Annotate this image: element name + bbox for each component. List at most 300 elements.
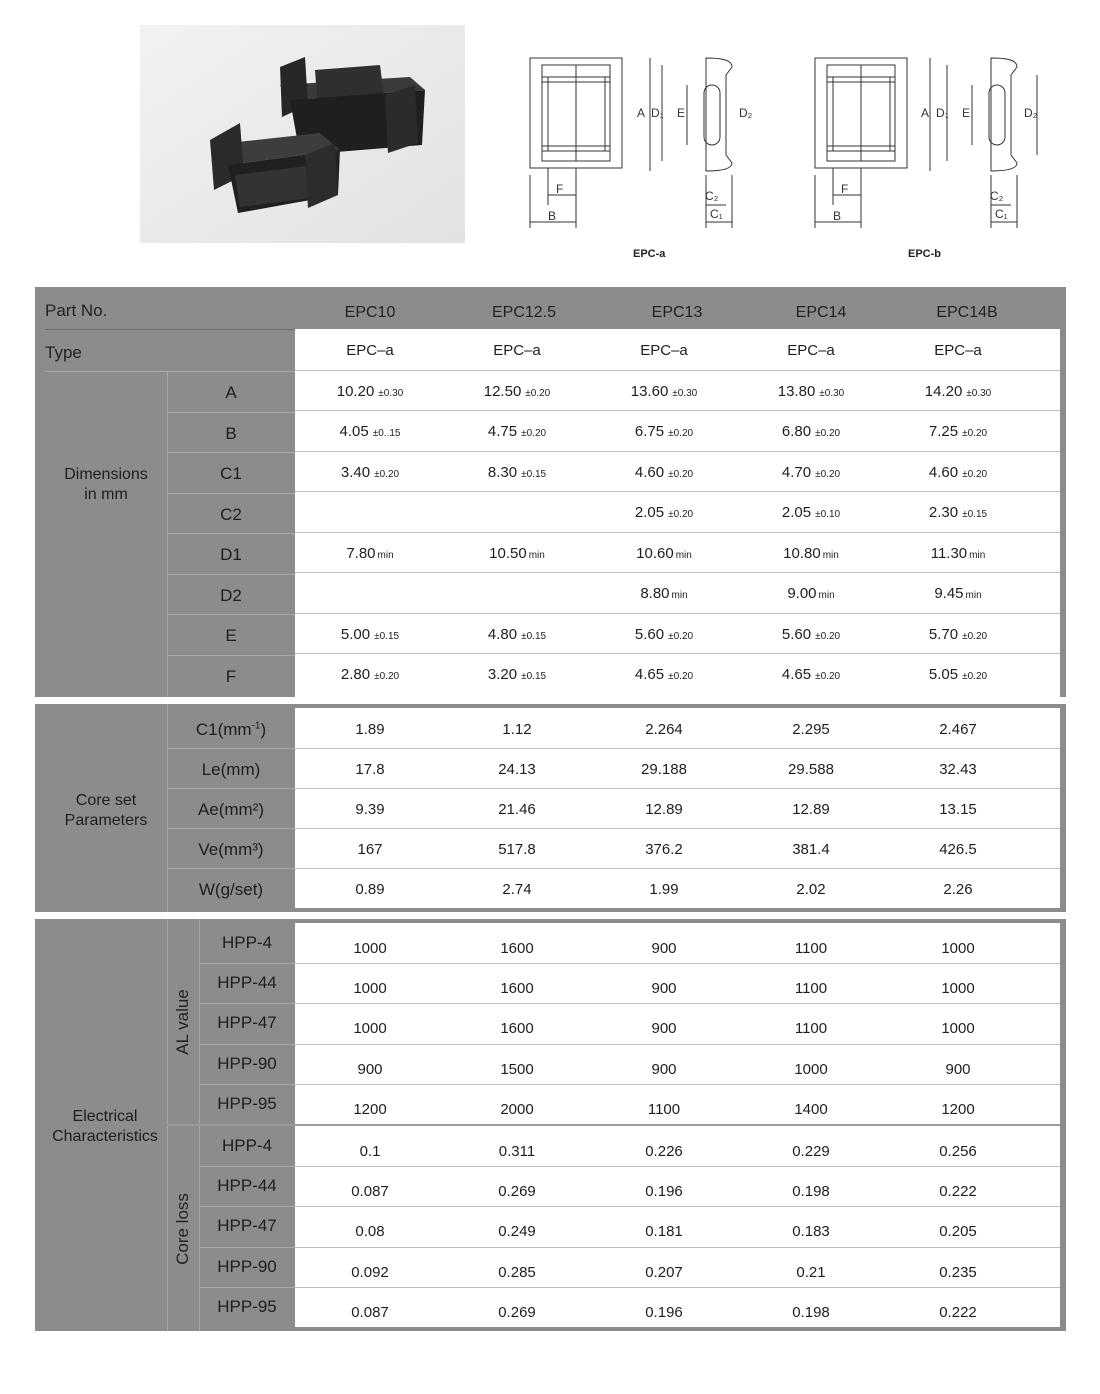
dimension-cell <box>741 666 881 683</box>
core-row <box>295 748 1060 789</box>
dimension-cell <box>741 504 881 521</box>
row-divider <box>167 655 295 656</box>
dimension-value: 10.50 <box>489 544 527 562</box>
dimension-cell <box>741 626 881 643</box>
dimension-value: 4.80 <box>487 625 518 643</box>
dimension-label-c2: C2 <box>220 504 242 524</box>
dimension-label-b: B <box>225 423 237 443</box>
dimension-cell <box>594 585 734 602</box>
dimension-min-note: min <box>969 549 986 561</box>
dimension-value: 4.60 <box>634 463 665 481</box>
core-value: 2.74 <box>502 881 532 898</box>
dimension-value: 10.60 <box>636 544 674 562</box>
dimension-cell <box>447 626 587 643</box>
dimension-cell <box>447 464 587 481</box>
loss-row <box>295 1166 1060 1207</box>
part-number: EPC13 <box>651 304 703 321</box>
core-label-text: Ve(mm³) <box>198 840 264 859</box>
part-number: EPC14B <box>936 304 998 321</box>
al-value: 1000 <box>353 1020 387 1038</box>
al-value: 1100 <box>647 1100 681 1118</box>
dimension-value: 13.60 <box>630 382 669 400</box>
dimension-cell <box>594 504 734 521</box>
al-value: 1600 <box>500 980 534 998</box>
al-row-labels <box>199 923 295 1124</box>
type-value: EPC–a <box>346 342 394 359</box>
dimension-value: 5.70 <box>928 625 959 643</box>
type-row <box>295 329 1060 371</box>
dimension-cell <box>888 545 1028 562</box>
row-divider <box>199 1084 295 1085</box>
dimension-cell <box>594 626 734 643</box>
row-divider <box>167 828 295 829</box>
loss-value: 0.183 <box>792 1223 830 1241</box>
loss-value: 0.205 <box>939 1223 977 1241</box>
dimension-value: 9.00 <box>787 585 817 602</box>
core-value: 381.4 <box>792 841 830 858</box>
dimension-cell <box>300 504 440 521</box>
al-value-label: AL value <box>173 988 192 1055</box>
dimension-cell <box>741 383 881 400</box>
dimension-value: 10.80 <box>783 544 821 562</box>
dimension-label-c1: C1 <box>220 464 242 483</box>
dimension-cell <box>741 423 881 440</box>
dimension-value: 3.40 <box>340 463 371 481</box>
dimension-row-labels <box>167 371 295 691</box>
core-group-label-line1: Core set <box>75 792 137 809</box>
dimension-row <box>295 653 1060 694</box>
dimension-min-note: min <box>528 549 545 561</box>
al-value: 1100 <box>794 1020 828 1038</box>
core-value: 29.188 <box>641 761 687 778</box>
core-value: 376.2 <box>645 841 683 858</box>
dimension-value: 4.75 <box>487 423 518 440</box>
loss-row <box>295 1287 1060 1327</box>
al-material-label: HPP-44 <box>217 973 277 993</box>
al-value: 1000 <box>794 1060 828 1078</box>
dimension-label-d1: D1 <box>220 545 242 564</box>
dimension-tolerance: ±0.20 <box>374 671 400 682</box>
dimension-value: 4.70 <box>781 463 812 481</box>
dimension-cell <box>300 585 440 602</box>
row-divider <box>199 963 295 964</box>
dimension-cell <box>447 504 587 521</box>
dimension-cell <box>741 585 881 602</box>
dimension-tolerance: ±0.20 <box>668 630 694 642</box>
dimension-cell <box>447 666 587 683</box>
product-photo <box>140 25 465 243</box>
dimension-value: 9.45 <box>934 585 964 602</box>
dimension-cell <box>300 545 440 562</box>
dimension-tolerance: ±0.20 <box>962 468 988 480</box>
dimension-label-a: A <box>225 383 237 402</box>
dimension-min-note: min <box>671 590 688 601</box>
dimension-tolerance: ±0.10 <box>815 509 841 520</box>
core-table-body <box>295 708 1060 908</box>
part-number: EPC12.5 <box>491 304 557 321</box>
loss-material-label: HPP-44 <box>217 1176 277 1196</box>
al-value: 900 <box>651 980 677 998</box>
al-value: 2000 <box>500 1100 534 1118</box>
part-number: EPC14 <box>795 304 847 321</box>
dimension-cell <box>888 464 1028 481</box>
loss-value: 0.226 <box>645 1143 683 1160</box>
core-value: 2.26 <box>943 881 973 898</box>
loss-value: 0.207 <box>645 1263 683 1281</box>
loss-material-label: HPP-4 <box>221 1136 273 1155</box>
core-label <box>167 880 295 900</box>
al-row <box>295 1084 1060 1124</box>
diagram-label-a: A <box>921 106 930 120</box>
core-value: 12.89 <box>645 801 683 818</box>
dimension-cell <box>447 423 587 440</box>
dimension-value: 6.80 <box>781 423 812 440</box>
core-value: 29.588 <box>788 761 834 778</box>
loss-value: 0.222 <box>939 1303 977 1321</box>
dimension-cell <box>447 383 587 400</box>
row-divider <box>199 1287 295 1288</box>
al-value: 1000 <box>941 980 975 998</box>
dimension-cell <box>594 464 734 481</box>
core-label-text: C1(mm <box>195 720 252 739</box>
loss-row <box>295 1206 1060 1247</box>
dimension-row <box>295 370 1060 412</box>
dimension-value: 7.25 <box>928 423 959 440</box>
dimension-value: 6.75 <box>634 423 665 440</box>
loss-value: 0.285 <box>498 1263 536 1281</box>
diagram-caption-epc-a: EPC-a <box>633 248 666 260</box>
dimension-tolerance: ±0.20 <box>525 387 551 399</box>
dimension-tolerance: ±0.20 <box>521 428 547 439</box>
dimension-tolerance: ±0.20 <box>668 671 694 682</box>
loss-value: 0.087 <box>351 1183 389 1201</box>
al-value: 1600 <box>500 1020 534 1038</box>
core-value: 12.89 <box>792 801 830 818</box>
dimension-tolerance: ±0.15 <box>962 509 988 520</box>
al-row <box>295 923 1060 964</box>
dimension-value: 2.05 <box>781 504 812 521</box>
al-value: 1000 <box>941 1020 975 1038</box>
dimension-value: 5.60 <box>781 625 812 643</box>
al-material-label: HPP-4 <box>221 933 273 952</box>
dimension-cell <box>300 626 440 643</box>
al-value: 1600 <box>500 940 534 957</box>
diagram-label-f: F <box>841 182 849 196</box>
al-value: 900 <box>945 1060 971 1078</box>
al-value: 1200 <box>941 1100 975 1118</box>
dimension-tolerance: ±0.20 <box>668 509 694 520</box>
al-value: 1000 <box>353 980 387 998</box>
dimension-value: 12.50 <box>483 382 522 400</box>
dimension-cell <box>594 383 734 400</box>
loss-value: 0.087 <box>351 1303 389 1321</box>
al-value: 1000 <box>941 940 975 957</box>
core-value: 17.8 <box>355 761 385 778</box>
row-divider <box>199 1044 295 1045</box>
core-value: 24.13 <box>498 761 536 778</box>
dimension-tolerance: ±0.15 <box>374 630 400 642</box>
electrical-group-label-line2: Characteristics <box>52 1128 158 1145</box>
dimension-cell <box>741 545 881 562</box>
diagram-label-e: E <box>677 106 686 120</box>
dimension-min-note: min <box>822 549 839 561</box>
core-label <box>167 760 295 780</box>
dimension-tolerance: ±0.30 <box>819 387 845 399</box>
row-divider <box>199 1247 295 1248</box>
dimension-value: 5.05 <box>928 666 959 683</box>
al-material-label: HPP-95 <box>217 1093 277 1113</box>
dimensions-group-label <box>45 465 167 505</box>
diagram-label-d1: D₁ <box>936 106 949 120</box>
dimension-row <box>295 572 1060 614</box>
core-label-text: Le(mm) <box>201 760 261 779</box>
core-label <box>167 800 295 820</box>
diagram-epc-b <box>805 45 1040 235</box>
core-value: 21.46 <box>498 801 536 818</box>
core-row <box>295 788 1060 829</box>
diagram-label-b: B <box>833 209 842 223</box>
core-label-sup: -1 <box>251 720 261 732</box>
al-value: 1100 <box>794 980 828 998</box>
al-material-label: HPP-47 <box>217 1013 277 1033</box>
dimension-row <box>295 410 1060 452</box>
loss-value: 0.198 <box>792 1183 830 1201</box>
dimension-tolerance: ±0.30 <box>966 387 992 399</box>
row-divider <box>167 788 295 789</box>
dimension-value: 14.20 <box>924 382 963 400</box>
dimension-cell <box>594 423 734 440</box>
core-value: 32.43 <box>939 761 977 778</box>
diagram-label-b: B <box>548 209 557 223</box>
core-loss-label-cell <box>167 1126 199 1331</box>
dimension-row <box>295 532 1060 574</box>
dimension-cell <box>888 626 1028 643</box>
core-row <box>295 708 1060 749</box>
core-value: 517.8 <box>498 841 536 858</box>
type-value: EPC–a <box>787 342 835 359</box>
dimension-tolerance: ±0.20 <box>815 468 841 480</box>
row-divider <box>167 412 295 413</box>
part-no-label: Part No. <box>45 301 108 320</box>
core-label-text: W(g/set) <box>198 880 264 899</box>
al-value: 900 <box>651 1060 677 1078</box>
dimension-tolerance: ±0.20 <box>374 468 400 480</box>
diagram-label-c1: C₁ <box>710 207 723 221</box>
part-number: EPC10 <box>344 304 396 321</box>
row-divider <box>167 868 295 869</box>
row-divider <box>167 533 295 534</box>
dimension-tolerance: ±0..15 <box>372 428 401 439</box>
loss-value: 0.235 <box>939 1263 977 1281</box>
diagram-label-d2: D₂ <box>1024 106 1038 120</box>
core-value: 1.99 <box>649 881 679 898</box>
loss-material-label: HPP-95 <box>217 1296 277 1316</box>
dimension-tolerance: ±0.20 <box>815 428 841 439</box>
al-value-label-cell <box>167 919 199 1124</box>
dimension-cell <box>594 545 734 562</box>
diagram-label-c2: C₂ <box>705 189 719 203</box>
core-label <box>167 840 295 860</box>
dimensions-table-body <box>295 329 1060 697</box>
row-divider <box>167 452 295 453</box>
dimension-value: 8.80 <box>640 585 670 602</box>
loss-value: 0.1 <box>359 1143 381 1160</box>
electrical-group-label <box>41 1107 169 1147</box>
loss-material-label: HPP-90 <box>217 1256 277 1276</box>
dimension-label-f: F <box>225 666 237 686</box>
diagram-epc-a <box>520 45 755 235</box>
core-value: 167 <box>357 841 383 858</box>
core-row <box>295 868 1060 908</box>
core-value: 1.89 <box>355 721 385 738</box>
loss-value: 0.249 <box>498 1223 536 1241</box>
al-row <box>295 1003 1060 1044</box>
core-value: 2.467 <box>939 721 977 738</box>
diagram-caption-epc-b: EPC-b <box>908 248 941 260</box>
diagram-label-a: A <box>637 106 646 120</box>
part-number-header <box>295 304 1060 326</box>
dimensions-group-label-line2: in mm <box>84 486 128 503</box>
dimension-tolerance: ±0.20 <box>815 671 841 682</box>
al-value: 900 <box>651 940 677 957</box>
al-row <box>295 1044 1060 1085</box>
core-set-panel <box>35 704 1066 912</box>
loss-value: 0.222 <box>939 1183 977 1201</box>
dimension-cell <box>300 464 440 481</box>
dimension-value: 2.80 <box>340 666 371 683</box>
core-value: 2.264 <box>645 721 683 738</box>
al-value: 1400 <box>794 1100 828 1118</box>
dimension-tolerance: ±0.20 <box>962 428 988 439</box>
row-divider <box>167 574 295 575</box>
dimension-value: 11.30 <box>930 544 968 562</box>
loss-value: 0.092 <box>351 1263 389 1281</box>
dimension-cell <box>888 423 1028 440</box>
dimension-cell <box>300 666 440 683</box>
diagram-label-d1: D₁ <box>651 106 664 120</box>
core-value: 1.12 <box>502 721 532 738</box>
loss-table-body <box>295 1126 1060 1327</box>
dimension-value: 10.20 <box>336 382 375 400</box>
dimension-value: 8.30 <box>487 463 518 481</box>
dimension-min-note: min <box>818 590 835 601</box>
dimension-value: 2.30 <box>928 504 959 521</box>
core-group-label <box>45 791 167 831</box>
dimension-tolerance: ±0.15 <box>521 630 547 642</box>
diagram-label-c2: C₂ <box>990 189 1004 203</box>
loss-value: 0.08 <box>355 1223 385 1241</box>
core-value: 13.15 <box>939 801 977 818</box>
dimension-tolerance: ±0.20 <box>815 630 841 642</box>
dimension-min-note: min <box>377 549 394 561</box>
dimension-value: 2.05 <box>634 504 665 521</box>
core-value: 9.39 <box>355 801 385 818</box>
dimension-cell <box>447 585 587 602</box>
core-row-labels <box>167 708 295 908</box>
dimensions-group-label-line1: Dimensions <box>64 466 148 483</box>
row-divider <box>199 1003 295 1004</box>
type-value: EPC–a <box>934 342 982 359</box>
row-divider <box>199 1166 295 1167</box>
diagram-label-c1: C₁ <box>995 207 1008 221</box>
dimension-cell <box>888 585 1028 602</box>
loss-value: 0.181 <box>645 1223 683 1241</box>
loss-value: 0.196 <box>645 1183 683 1201</box>
loss-row <box>295 1247 1060 1288</box>
core-label <box>167 720 295 740</box>
electrical-group-label-line1: Electrical <box>72 1108 138 1125</box>
diagram-label-e: E <box>962 106 971 120</box>
core-value: 2.295 <box>792 721 830 738</box>
al-value: 1000 <box>353 940 387 957</box>
row-divider <box>199 1206 295 1207</box>
dimensions-panel <box>35 287 1066 697</box>
dimension-row <box>295 451 1060 493</box>
type-label: Type <box>45 343 82 362</box>
dimension-tolerance: ±0.30 <box>672 387 698 399</box>
row-divider <box>167 748 295 749</box>
row-divider <box>167 614 295 615</box>
core-value: 2.02 <box>796 881 826 898</box>
dimension-value: 4.65 <box>781 666 812 683</box>
loss-row-labels <box>199 1126 295 1327</box>
dimension-cell <box>447 545 587 562</box>
loss-value: 0.256 <box>939 1143 977 1160</box>
dimension-label-e: E <box>225 626 237 645</box>
core-value: 426.5 <box>939 841 977 858</box>
dimension-row <box>295 613 1060 655</box>
dimension-tolerance: ±0.20 <box>668 468 694 480</box>
dimension-cell <box>741 464 881 481</box>
core-group-label-line2: Parameters <box>64 812 148 829</box>
core-label-suffix: ) <box>260 720 267 739</box>
loss-value: 0.311 <box>498 1143 536 1160</box>
al-value: 900 <box>651 1020 677 1038</box>
dimension-value: 5.00 <box>340 625 371 643</box>
dimension-tolerance: ±0.15 <box>521 468 547 480</box>
dimension-cell <box>888 383 1028 400</box>
row-divider <box>167 493 295 494</box>
dimension-value: 5.60 <box>634 625 665 643</box>
loss-value: 0.198 <box>792 1303 830 1321</box>
dimension-label-d2: D2 <box>220 585 242 605</box>
diagram-label-f: F <box>556 182 564 196</box>
dimension-min-note: min <box>965 590 982 601</box>
dimension-tolerance: ±0.20 <box>668 428 694 439</box>
dimension-cell <box>888 666 1028 683</box>
dimension-value: 4.05 <box>339 423 369 440</box>
dimension-row <box>295 491 1060 533</box>
al-row <box>295 963 1060 1004</box>
dimension-value: 7.80 <box>346 544 376 562</box>
dimension-tolerance: ±0.15 <box>521 671 547 682</box>
dimension-value: 3.20 <box>487 666 518 683</box>
loss-value: 0.269 <box>498 1183 536 1201</box>
loss-row <box>295 1126 1060 1167</box>
dimension-tolerance: ±0.30 <box>378 387 404 399</box>
core-row <box>295 828 1060 869</box>
type-value: EPC–a <box>493 342 541 359</box>
electrical-panel <box>35 919 1066 1331</box>
loss-value: 0.21 <box>796 1263 826 1281</box>
al-material-label: HPP-90 <box>217 1053 277 1073</box>
al-value: 1500 <box>500 1060 534 1078</box>
dimension-cell <box>888 504 1028 521</box>
type-value: EPC–a <box>640 342 688 359</box>
al-value: 900 <box>357 1060 383 1078</box>
loss-value: 0.269 <box>498 1303 536 1321</box>
dimension-cell <box>300 383 440 400</box>
